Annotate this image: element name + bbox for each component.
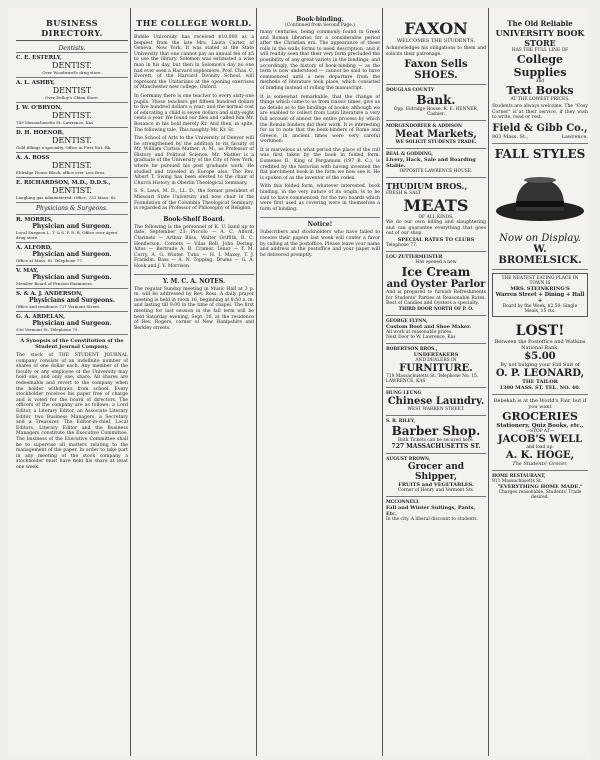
physician-listing: A. ALFORD, Physician and Surgeon. Office at Mass. St. Telephone 77. [16, 243, 128, 266]
column-rule [382, 8, 383, 756]
dining-hall-ad: THE NEATEST EATING PLACE IN TOWN IS MRS. STEINKRING'S Warren Street + Dining + Hall + Board by the Week, $2.50; Single Meals, 15 cts. [492, 273, 588, 317]
advertisements-right-column [492, 16, 588, 748]
college-text: The School of Arts to the University of Denver will be strengthened by the addition to its faculty of Mr. William Curtiss Mather, A. M., as Professor of History and Political Science. Mr. Mather is a graduate of the University of the City of New York, where he pursued his post graduate work. He studied and traveled in Europe also. The Rev. Albert T. Swing has been elected to the chair of Church History in Oberlin Theological Seminary. [134, 136, 254, 186]
grocer-ad: AUGUST BROWN, Grocer and Shipper, FRUITS and VEGETABLES. Corner of Henry and Vermont Sts. [386, 454, 486, 497]
business-directory-heading: BUSINESS DIRECTORY. [16, 18, 128, 41]
hat-ad: FALL STYLES Now on Display. W. BROMELSICK. [492, 144, 588, 270]
dentist-listing: A. A. ROSS DENTIST. Eldridge House Block, office over Leis Bros. [16, 153, 128, 178]
business-directory-column [16, 16, 128, 748]
bookshelf-heading: Book-Shelf Board. [163, 215, 225, 223]
bookbinding-text: It is somewhat remarkable, that the change of things which came to us from classic times, give us no details as to the bindings of books; although we are enabled to collect from Latin literature a very full account of almost the entire process by which the Roman binders did their work. It is interesting for us to note that the book-binders of Rome and Greece, in ancient times were very careful workmen. [260, 94, 380, 145]
notice-heading: Notice! [260, 217, 380, 228]
college-world-column [134, 16, 254, 748]
bank-ad: DOUGLAS COUNTY Bank. Opp. Eldridge House. R. E. HENNER, Cashier. [386, 85, 486, 121]
dentist-listing: A. L. ASHBY, DENTIST Over Delloy's China Store. [16, 78, 128, 103]
physician-listing: R. MORRIS, Physician and Surgeon. Local Surgeon L. T. & S. F. R. R. Office over Ayers' drug store. [16, 215, 128, 243]
field-address: 803 Mass. St., [492, 133, 529, 140]
synopsis-text: The stock of THE STUDENT JOURNAL company consists of an indefinite number of shares of one dollar each. Any member of the faculty or any employee of the University may hold one, and only one, share. All shares are redeemable and revert to the company when the holder withdraws from school. Every stockholder receives his paper free of charge and is voted for the board of directors. The officers of the company are as follows: a Lord Editor, a Literary Editor, an Associate Literary Editor, two Business Managers, a Secretary and a Treasurer. The Editor-in-chief, Local Editors, Literary Editor and the Business Managers constitute the Executive Committee. The business of the Executive Committee shall be to supervise all matters relating to the management of the paper. In order to take part in any meeting of the stock company a stockholder must have held his share at least one week. [16, 353, 128, 470]
hat-illustration [492, 167, 588, 227]
tailoring-ad: MCCONNELL Fall and Winter Suitings, Pants, Etc. In the city. A liberal discount to students. [386, 499, 478, 522]
field-city: Lawrence. [561, 133, 588, 140]
bookbinding-heading: Book-binding. [296, 16, 344, 23]
groceries-ad: Rebekah is at the World's Fair, but if you want GROCERIES Stationery, Quiz Books, etc., —STOP AT— JACOB'S WELL and load up. A. K. HOGE, The Students' Grocer. [492, 395, 588, 471]
physician-listing: V. MAY, Physician and Surgeon. Member Board of Pension Examiners. [16, 266, 128, 289]
college-world-heading: THE COLLEGE WORLD. [134, 18, 254, 31]
restaurant-ad: HOME RESTAURANT, 911 Massachusetts St. "EVERYTHING HOME MADE." Charges reasonable. Students' Trade desired. [492, 473, 583, 500]
college-text: In Germany there is one teacher to every sixty-one pupils. Those teachers get fifteen hundred dollars to five hundred dollars a year; and the normal cost of educating a child is seven dollars and sixty-eight cents a year. We found our files and called him Mr. Bosanco in his bold merely Kr. And then, in spite, The following tale, This naughty Mr. Kr. Sr. [134, 93, 254, 133]
bookbinding-text: many centuries, being commonly found in Greek and Roman libraries for a considerable period after the Christian era. The appearance of these rolls in the walls forms to need description, and it will readily seen that their very form precluded the possibility of any great variety in the bindings; and accordingly, the history of book-binding — as the term is now understood — cannot be said to have commenced until a new departure from the methods of literature took place, which consisted of binding instead of rolling the manuscript. [260, 30, 380, 91]
newspaper-page [8, 8, 590, 756]
column-rule [488, 8, 489, 756]
faxon-ad: FAXON WELCOMES THE STUDENTS. Acknowledges his obligations to them and solicits their patronage. Faxon Sells SHOES. [386, 16, 486, 85]
ymca-text: The regular Sunday meeting in Music Hall at 3 p. m. will be addressed by Rev. Ross. A daily prayer meeting is held in room 16, beginning at 8:50 a. m. and lasting till 9:00 in the time of chapel. The first meeting for last session in the fall term will be held Saturday evening, Sept. 16, at the residence of Rev. Rogers, corner of New Hampshire and Berkley streets. [134, 286, 254, 331]
bookbinding-text: With this folded form, whatever interested, book binding, in the very nature of its origin, is to be said to have commenced; for the two boards which were first used as covering were in themselves a form of binding. [260, 184, 380, 212]
column-rule [130, 8, 131, 756]
advertisements-column [386, 16, 486, 748]
shoemaker-ad: GEORGE FLYNN, Custom Boot and Shoe Maker. All work at reasonable prices. Next Door to W. Lawrence, Kas [386, 316, 486, 344]
physician-listing: S. & A. J. ANDERSON, Physicians and Surgeons. Office and residence 727 Vermont Street. [16, 289, 128, 312]
college-text: Biddle University has received $10,000 as a bequest from the late Mrs. Laura Carter, of Geneva, New York. It was stated at the State University that one cannot pay an annual fee of $5 to use the library. Solomon was estimated a wise man in his day, but then in Solomon's day no one had ever seen a Harvard sophomore. Prof. Chas. C. Everett, of the Harvard Divinity School, will represent the Unitarians at the opening exercises of Manchester new college, Oxford. [134, 35, 254, 91]
meats-ad: THUDIUM BROS., FRESH & SALT MEATS OF ALL KINDS. We do our own killing and slaughtering and can guarantee everything that goes out of our shop. SPECIAL RATES TO CLUBS Telephone 77. [386, 178, 486, 252]
physicians-heading: Physicians & Surgeons. [16, 203, 128, 215]
bookbinding-column [260, 16, 380, 748]
college-text: S. S. Laws, M. D., LL. D., the former president of Missouri State University and now chair in the Foundation of the Columbia Theological Seminary, is regarded as Professor of Philosophy of Religion. [134, 189, 254, 212]
bookstore-ad: The Old Reliable UNIVERSITY BOOK STORE HAS THE FULL LINE OF College Supplies and Text Books AT THE LOWEST PRICES. Students are always welcome. The "Cosy Corner" is at their service, if they wish to write, read or rest. Field & Gibb Co., 803 Mass. St., Lawrence. [492, 16, 588, 144]
dentists-heading: Dentists. [16, 45, 128, 53]
notice-text: Subscribers and stockholders who have failed to receive their papers last week will confer a favor by calling at the postoffice. Please leave your name and address at the postoffice and your paper will be delivered promptly. [260, 230, 380, 258]
dentist-listing: D. H. HOENOB, DENTIST. Gold fillings a specialty. Office in First Nat. Bk. [16, 128, 128, 153]
bookshelf-text: The following is the personnel of K. U. band up to date, September 23: Piccolo — A. C. Alford. Clarinets — Arthur Bliss, Walter Griffith, R. C. Henderson. Cornets — Vilas Bell, John Dering. Altos — Bertrude A. B. Cramer. Tenor — T. M. Curry, A. G. Winter. Tuba — H. I. Maxey, T. J. Franklin. Bass — A. N. Topping. Drums — G. A. Hook and J. V. Morrison. [134, 224, 254, 269]
bookbinding-text: It is marvelous at what period the place of the roll was first taken by the book in folded form. Eumenes II., King of Pergamum (197 B. C.), is credited by the historian with having invented the flat parchment book in the form we now see it. He is spoken of as the inventor of the codex. [260, 147, 380, 181]
column-rule [256, 8, 257, 756]
ice-cream-ad: LOU ZUTTERMEISTER Has opened a new Ice Cream and Oyster Parlor And is prepared to furnish Refreshments for Students' Parties at Reasonable Rates. Best of Candies and Oysters a specialty. THIRD DOOR NORTH OF P. O. [386, 252, 486, 316]
furniture-ad: ROBERTSON BROS., UNDERTAKERS AND DEALERS IN FURNITURE. 719 Massachusetts St. Telephone No. 15. LAWRENCE, KAS [386, 344, 486, 388]
dentist-listing: J. W. O'BRYON, DENTIST. 749 Massachusetts St. Lawrence, Kas [16, 103, 128, 128]
physician-listing: G. A. ARDELAN, Physician and Surgeon. 936 Vermont St. Telephone 79. [16, 312, 128, 335]
laundry-ad: HUNG LEUNG Chinese Laundry. WEST WARREN STREET. [386, 388, 486, 416]
dentist-listing: E. RICHARDSON, M.D., D.D.S., DENTIST. Laughing gas administered. Office, 733 Mass. St. [16, 178, 128, 203]
meat-market-ad: MORGENDORFER & ADDISON Meat Markets, WE SOLICIT STUDENTS TRADE. [386, 121, 486, 149]
synopsis-title: A Synopsis of the Constitution of the Student Journal Company. [20, 338, 124, 350]
ymca-heading: Y. M. C. A. NOTES. [134, 274, 254, 285]
lost-ad: LOST! Between the Postoffice and Watkins National Bank, $5.00 By not bulging your Fall Suit of O. P. LEONARD, THE TAILOR 1300 MASS. ST. TEL. NO. 40. [492, 320, 588, 395]
barber-ad: S. R. RILEY, Barber Shop. Bath Tickets can be secured here. 727 MASSACHUSETTS ST. [386, 416, 486, 454]
dentist-listing: C. E. ESTERLY, DENTIST. Over Woodward's drug store. [16, 53, 128, 78]
bookbinding-subheading: (Continued from Second Page.) [285, 23, 355, 28]
livery-ad: BEAL & GODDING, Livery, Hack, Sale and Boarding Stable. OPPOSITE LAWRENCE HOUSE. [386, 149, 486, 178]
